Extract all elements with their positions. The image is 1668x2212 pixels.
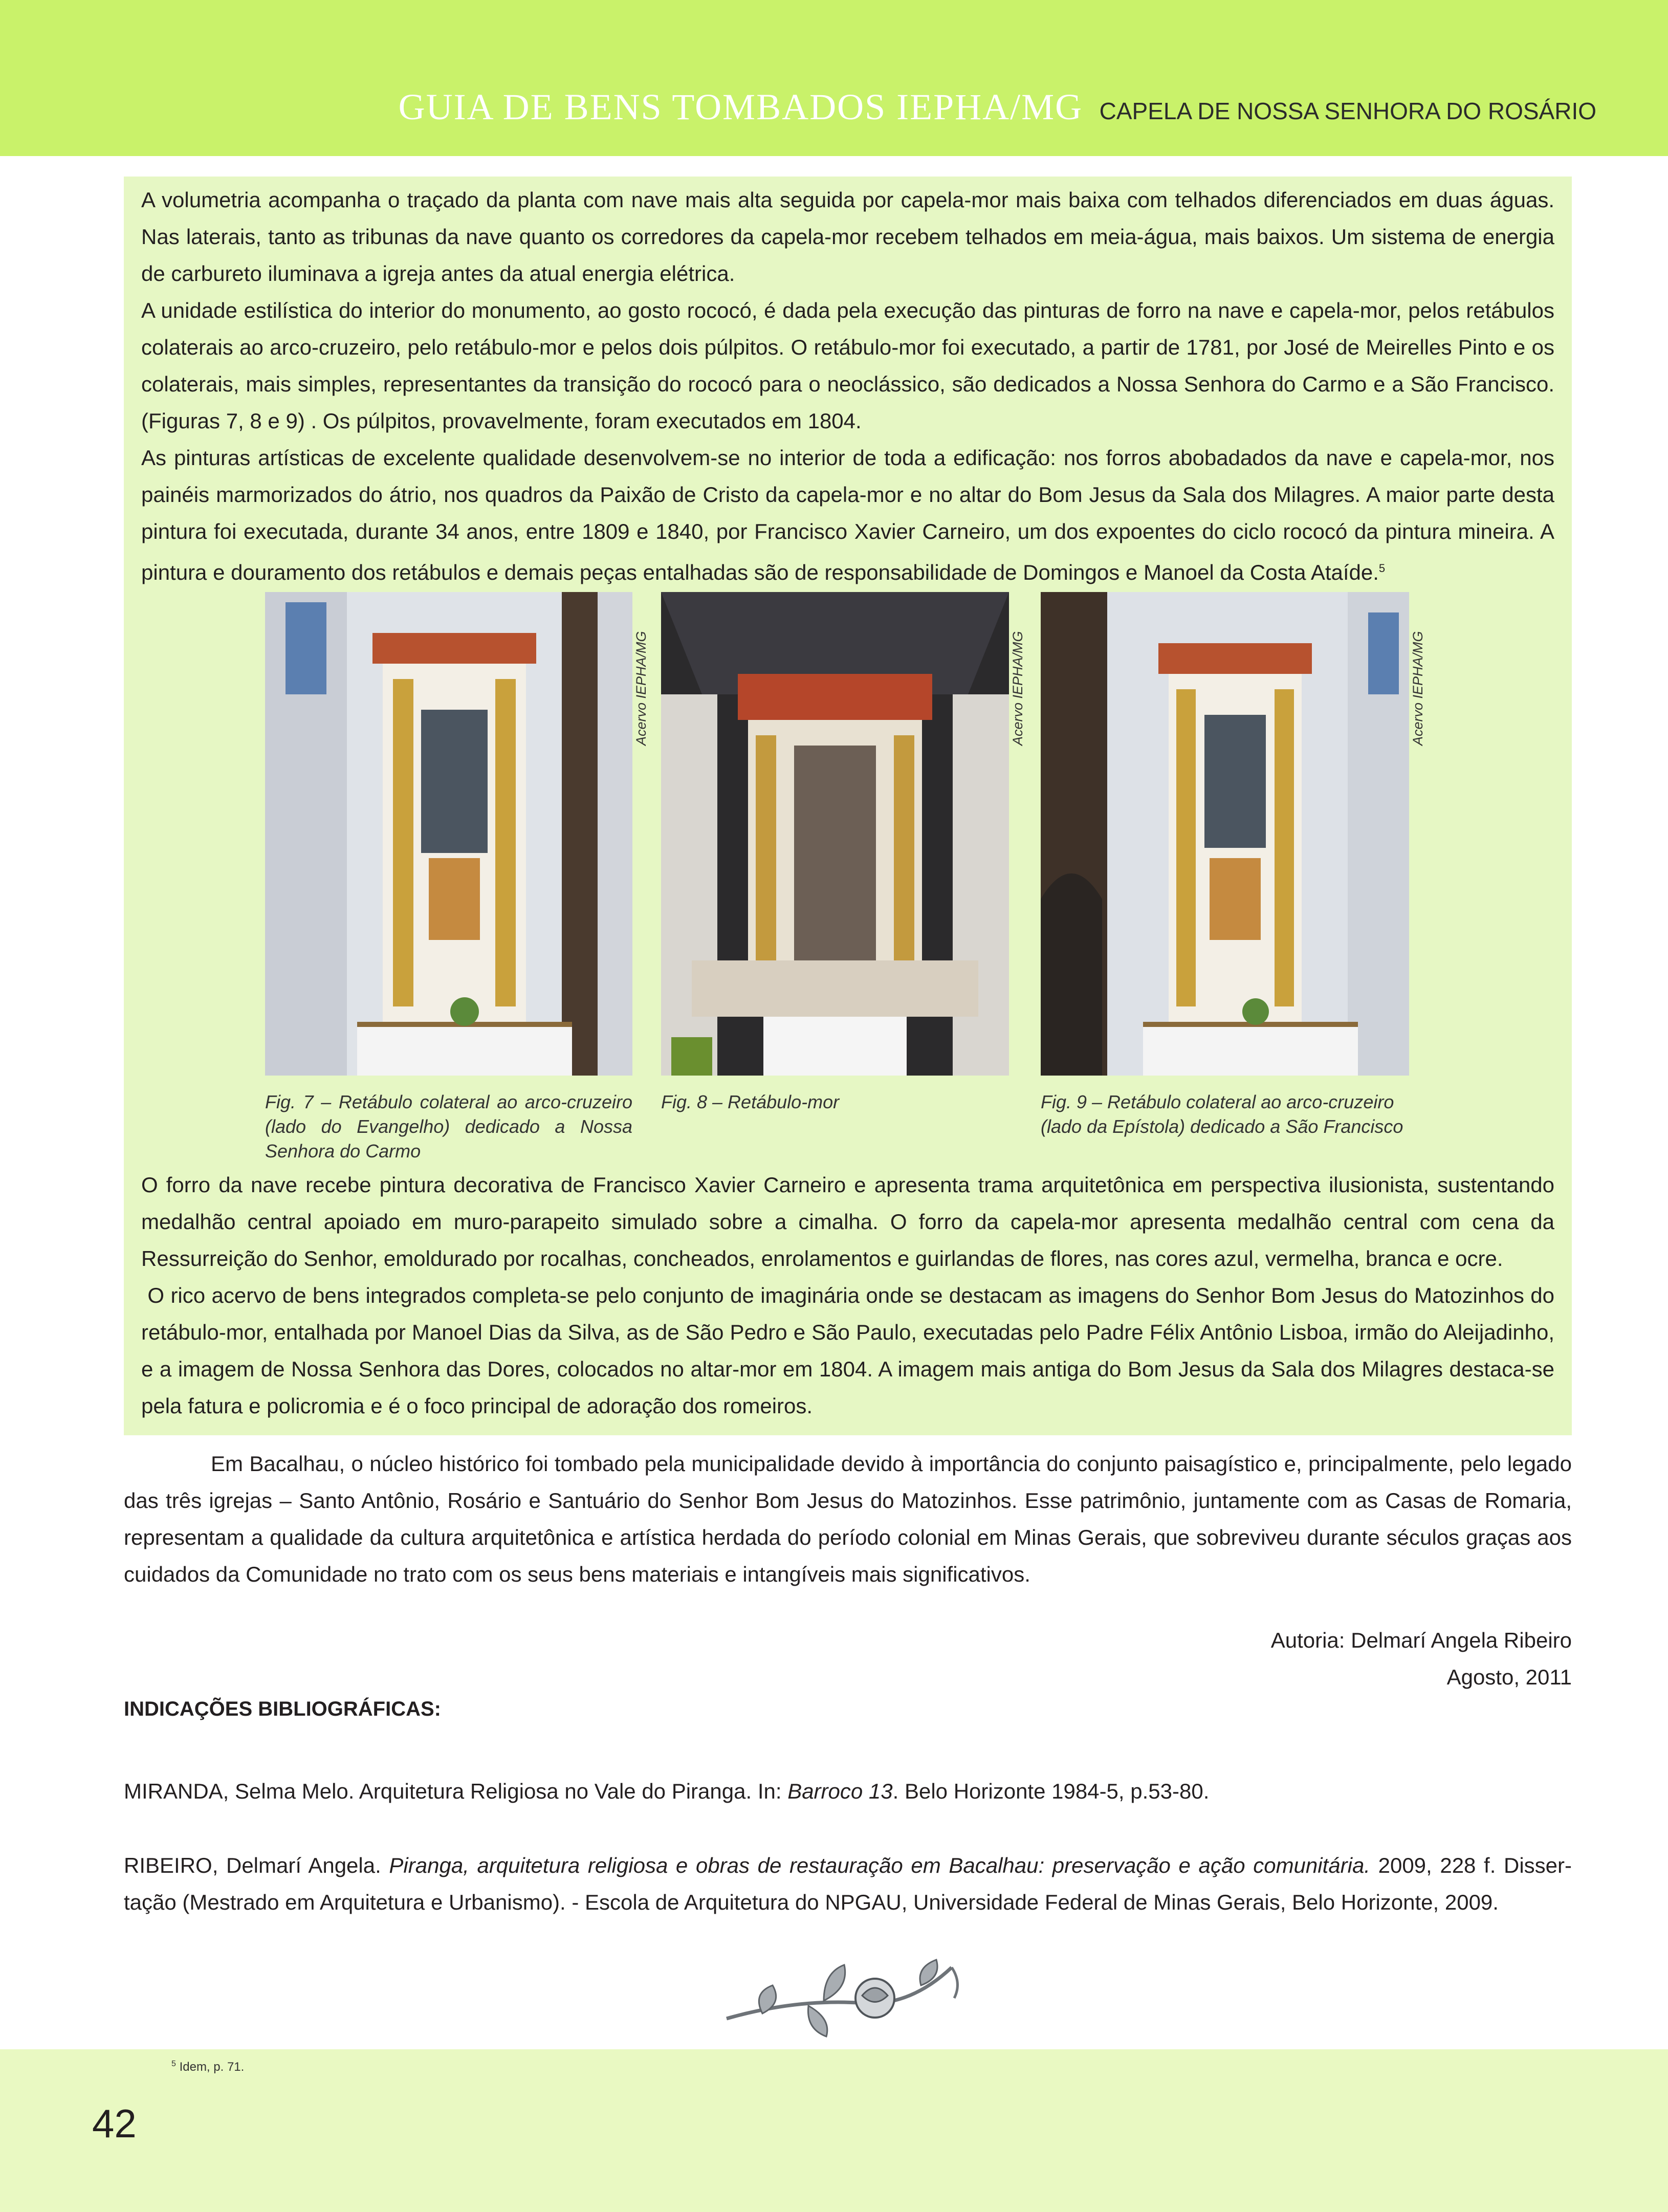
figure-7-caption: Fig. 7 – Retábulo colateral ao arco-cruzeiro (lado do Evangelho) dedicado a Nossa Senhora do Carmo (265, 1091, 632, 1162)
figure-7-credit: Acervo IEPHA/MG (633, 631, 649, 746)
figure-7-photo (265, 592, 632, 1076)
ref-ribeiro-title: Piranga, arquitetura religiosa e obras de restauração em Bacalhau: preservação e ação comunitária. (389, 1853, 1370, 1877)
chapel-title: CAPELA DE NOSSA SENHORA DO ROSÁRIO (1099, 98, 1596, 124)
ref-ribeiro-details: 2009, 228 f. Disser-tação (Mestrado em Arquitetura e Urbanismo). - Escola de Arquitetura do NPGAU, Universidade Federal de Minas Gerais, Belo Horizonte, 2009. (124, 1853, 1572, 1914)
panel-paragraph-unidade: A unidade estilística do interior do monumento, ao gosto rococó, é dada pela execução das pinturas de forro na nave e capela-mor, pelos retábulos colaterais ao arco-cruzeiro, pelo retábulo-mor e pelos dois púlpitos. O retábulo-mor foi executado, a partir de 1781, por José de Meirelles Pinto e os colaterais, mais simples, representantes da transição do rococó para o neoclássico, são dedicados a Nossa Senhora do Carmo e a São Francisco. (Figuras 7, 8 e 9) . Os púlpitos, provavelmente, foram executados em 1804. (141, 298, 1554, 433)
header-band (0, 0, 1668, 156)
figure-9-credit: Acervo IEPHA/MG (1410, 631, 1425, 746)
ref-miranda-publication: . Belo Horizonte 1984-5, p.53-80. (892, 1779, 1210, 1803)
footer-band (0, 2049, 1668, 2212)
altar-photo-carmo (265, 592, 632, 1076)
ref-miranda-text: MIRANDA, Selma Melo. Arquitetura Religiosa no Vale do Piranga. In: (124, 1779, 788, 1803)
footnote-text: Idem, p. 71. (175, 2060, 245, 2074)
figure-8-credit: Acervo IEPHA/MG (1010, 631, 1025, 746)
header-titles (399, 86, 1596, 128)
date-line: Agosto, 2011 (1446, 1665, 1572, 1689)
body-paragraph-bacalhau: Em Bacalhau, o núcleo histórico foi tombado pela municipalidade devido à importância do conjunto paisagístico e, principalmente, pelo legado das três igrejas – Santo Antônio, Rosário e Santuário do Senhor Bom Jesus do Matozinhos. Esse patrimônio, juntamente com as Casas de Romaria, representam a qualidade da cultura arquitetônica e artística herdada do período colonial em Minas Gerais, que sobreviveu durante séculos graças aos cuidados da Comunidade no trato com os seus bens materiais e intangíveis mais significativos. (124, 1452, 1572, 1586)
bibliography-heading: INDICAÇÕES BIBLIOGRÁFICAS: (124, 1698, 441, 1720)
guide-title: GUIA DE BENS TOMBADOS IEPHA/MG (398, 86, 1083, 127)
panel-paragraph-acervo: O rico acervo de bens integrados completa-se pelo conjunto de imaginária onde se destacam as imagens do Senhor Bom Jesus do Matozinhos do retábulo-mor, entalhada por Manoel Dias da Silva, as de São Pedro e São Paulo, executadas pelo Padre Félix Antônio Lisboa, irmão do Aleijadinho, e a imagem de Nossa Senhora das Dores, colocados no altar-mor em 1804. A imagem mais antiga do Bom Jesus da Sala dos Milagres destaca-se pela fatura e policromia e é o foco principal de adoração dos romeiros. (141, 1283, 1561, 1418)
panel-paragraph-volumetria: A volumetria acompanha o traçado da planta com nave mais alta seguida por capela-mor mais baixa com telhados diferenciados em duas águas. Nas laterais, tanto as tribunas da nave quanto os corredores da capela-mor recebem telhados em meia-água, mais baixos. Um sistema de energia de carbureto iluminava a igreja antes da atual energia elétrica. (141, 188, 1554, 286)
figure-9-caption: Fig. 9 – Retábulo colateral ao arco-cruzeiro (lado da Epístola) dedicado a São Francisco (1041, 1091, 1403, 1137)
rose-icon (696, 1937, 1003, 2044)
footnote-number: 5 (171, 2060, 176, 2068)
highlight-panel (124, 177, 1572, 1435)
author-line: Autoria: Delmarí Angela Ribeiro (1270, 1628, 1572, 1652)
ref-miranda-title: Barroco 13 (787, 1779, 893, 1803)
rose-ornament (696, 1937, 1003, 2044)
ref-ribeiro-author: RIBEIRO, Delmarí Angela. (124, 1853, 389, 1877)
altar-photo-retabulo-mor (661, 592, 1009, 1076)
panel-lower-text (141, 1167, 1561, 1425)
footnote-reference: 5 (1378, 562, 1386, 575)
footnote (171, 2060, 244, 2074)
figure-9-photo (1041, 592, 1409, 1076)
altar-photo-sao-francisco (1041, 592, 1409, 1076)
panel-paragraph-forro: O forro da nave recebe pintura decorativa de Francisco Xavier Carneiro e apresenta trama arquitetônica em perspectiva ilusionista, sustentando medalhão central apoiado em muro-parapeito simulado sobre a cimalha. O forro da capela-mor apresenta medalhão central com cena da Ressurreição do Senhor, emoldurado por rocalhas, concheados, enrolamentos e guirlandas de flores, nas cores azul, vermelha, branca e ocre. (141, 1173, 1554, 1271)
panel-paragraph-pinturas (141, 440, 1554, 591)
bibliography-ref-ribeiro (124, 1847, 1572, 1921)
page-number: 42 (92, 2101, 137, 2146)
bibliography-ref-miranda (124, 1773, 1572, 1810)
panel-upper-text (141, 182, 1554, 591)
panel-paragraph-pinturas-text: As pinturas artísticas de excelente qualidade desenvolvem-se no interior de toda a edificação: nos forros abobadados da nave e capela-mor, nos painéis marmorizados do átrio, nos quadros da Paixão de Cristo da capela-mor e no altar do Bom Jesus da Sala dos Milagres. A maior parte desta pintura foi executada, durante 34 anos, entre 1809 e 1840, por Francisco Xavier Carneiro, um dos expoentes do ciclo rococó da pintura mineira. A pintura e douramento dos retábulos e demais peças entalhadas são de responsabilidade de Domingos e Manoel da Costa Ataíde. (141, 446, 1554, 584)
figure-8-caption: Fig. 8 – Retábulo-mor (661, 1091, 840, 1112)
figure-8-photo (661, 592, 1009, 1076)
